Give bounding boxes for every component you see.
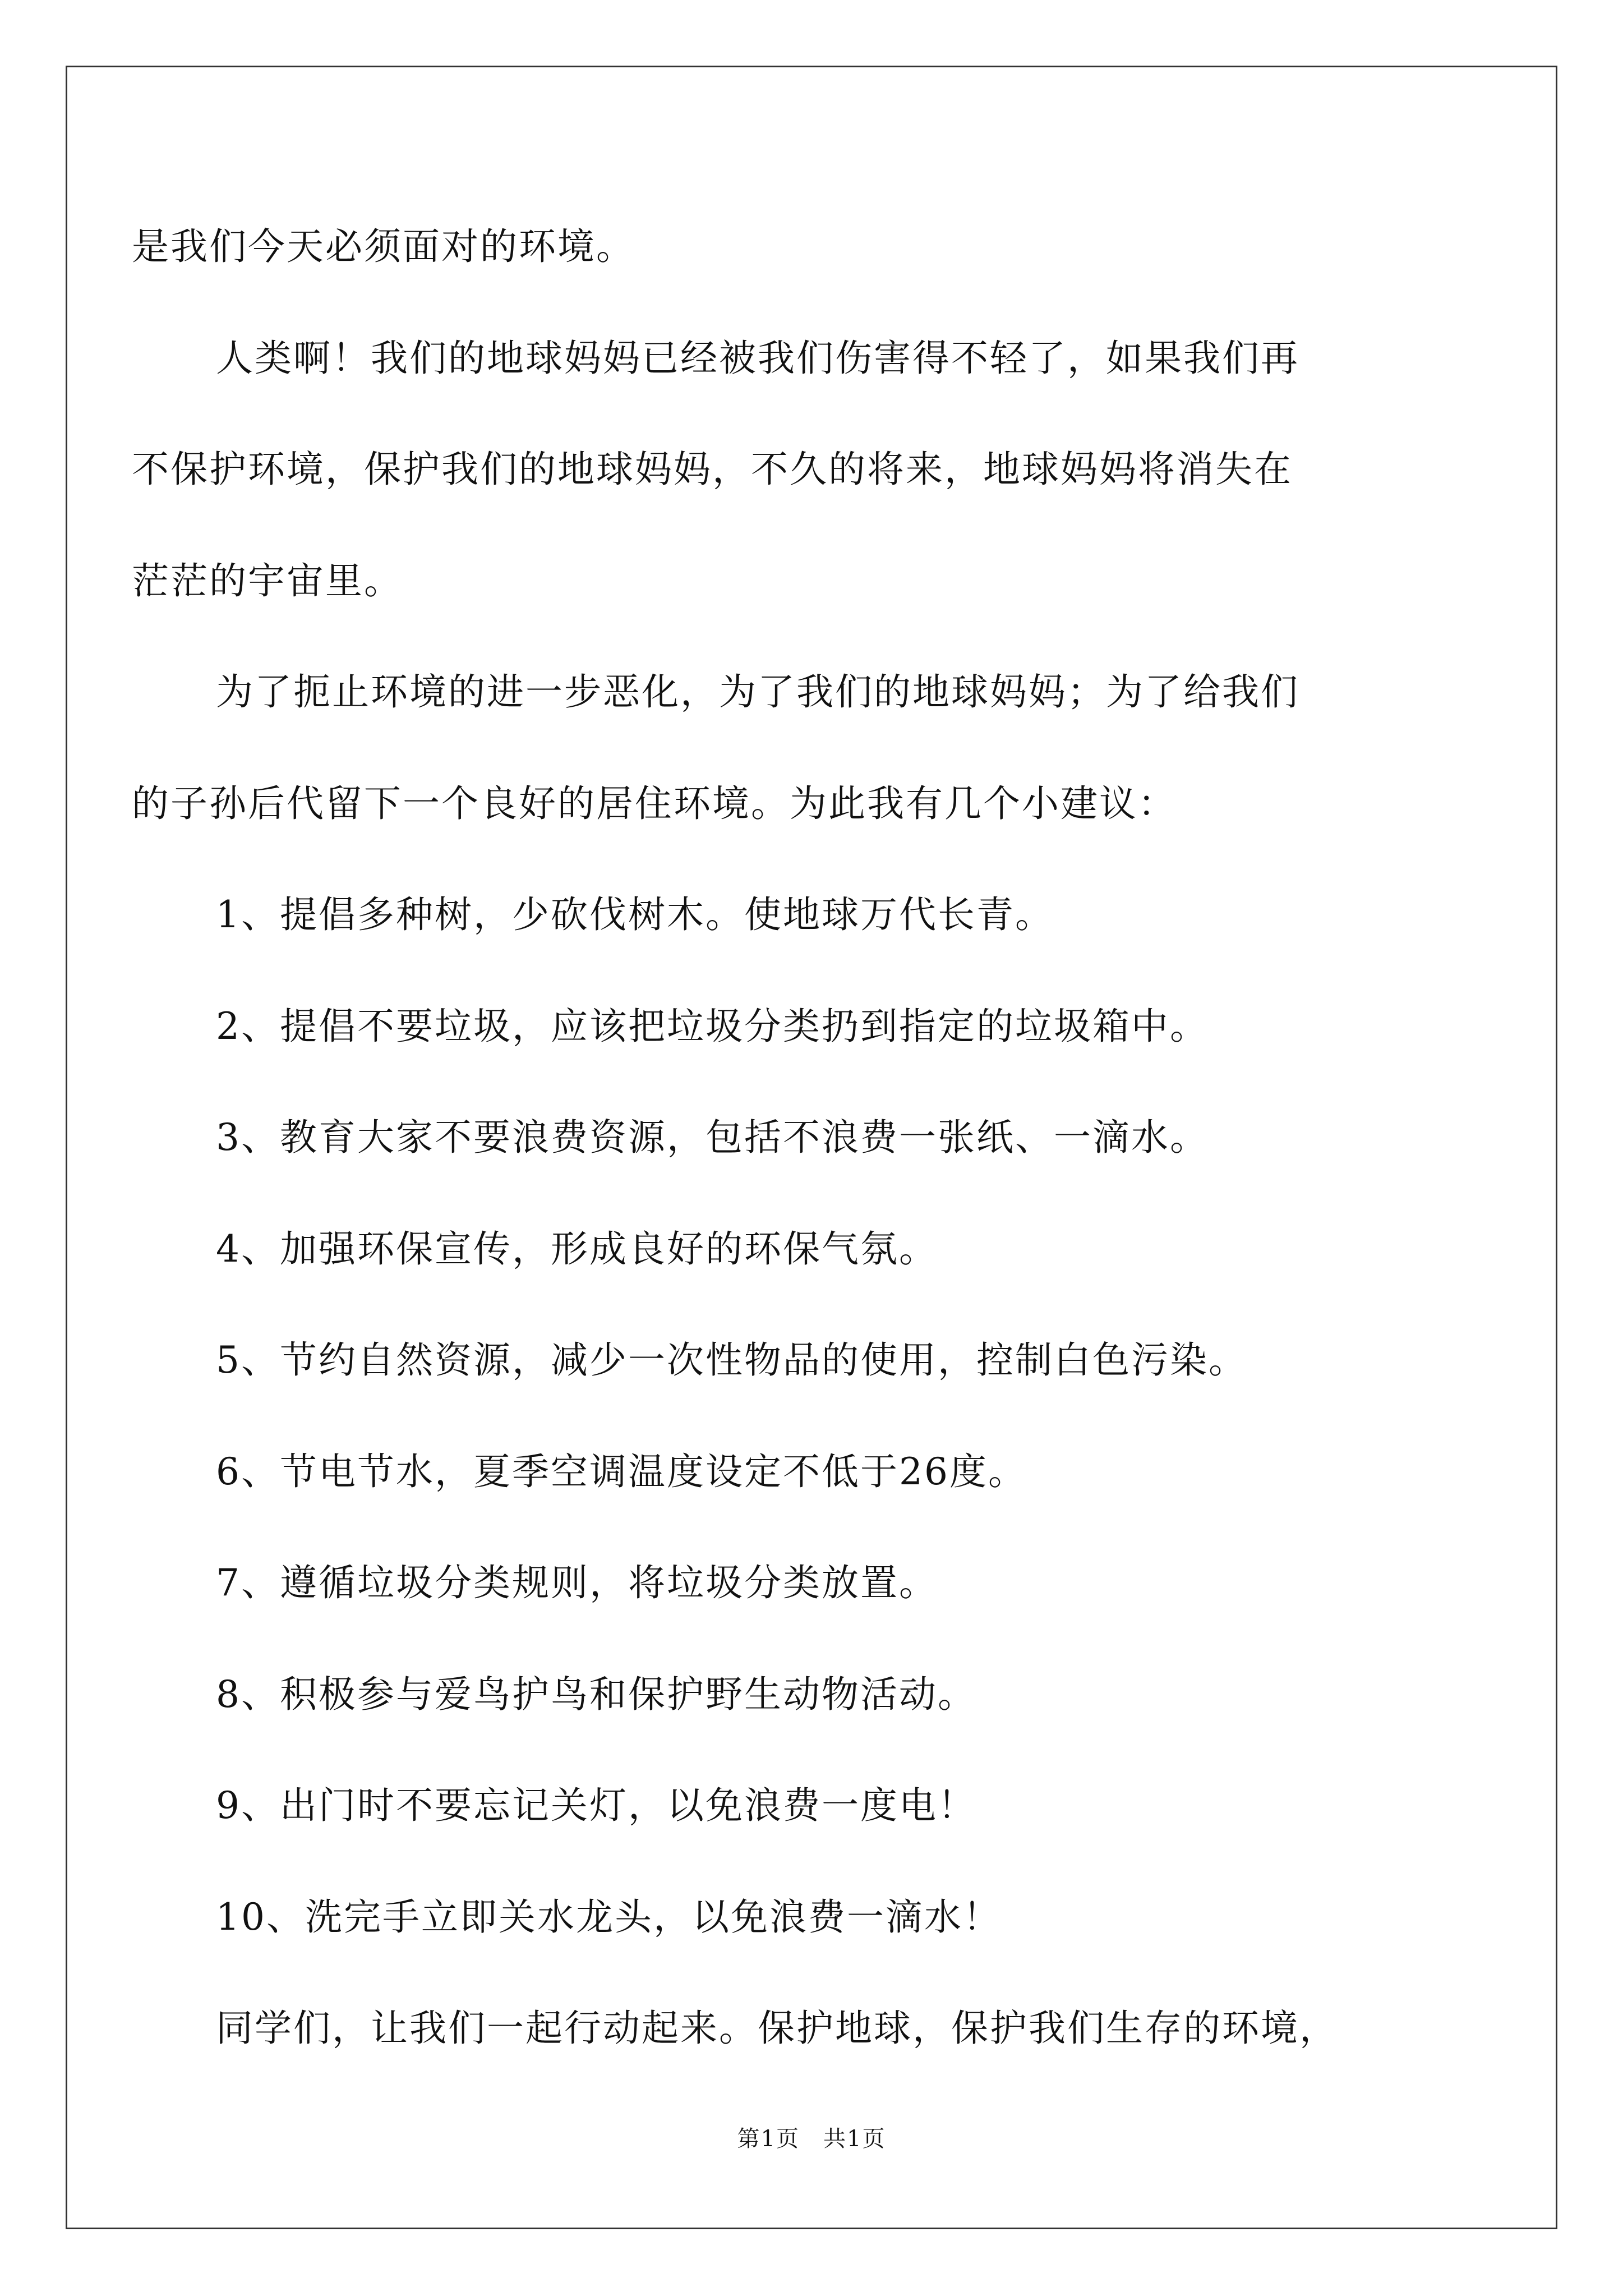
list-item-1: 1、提倡多种树，少砍伐树木。使地球万代长青。 <box>216 893 1054 936</box>
page-number-footer: 第1页 共1页 <box>737 2126 886 2152</box>
text-line-2: 人类啊！我们的地球妈妈已经被我们伤害得不轻了，如果我们再 <box>216 337 1299 380</box>
list-item-6: 6、节电节水，夏季空调温度设定不低于26度。 <box>216 1450 1027 1493</box>
text-line-5: 为了扼止环境的进一步恶化，为了我们的地球妈妈；为了给我们 <box>216 670 1299 714</box>
list-item-10: 10、洗完手立即关水龙头，以免浪费一滴水！ <box>216 1895 1002 1939</box>
list-item-4: 4、加强环保宣传，形成良好的环保气氛。 <box>216 1227 938 1271</box>
list-item-2: 2、提倡不要垃圾，应该把垃圾分类扔到指定的垃圾箱中。 <box>216 1005 1209 1048</box>
text-line-6: 的子孙后代留下一个良好的居住环境。为此我有几个小建议： <box>132 782 1177 825</box>
text-line-4: 茫茫的宇宙里。 <box>132 559 403 602</box>
list-item-8: 8、积极参与爱鸟护鸟和保护野生动物活动。 <box>216 1673 976 1716</box>
list-item-9: 9、出门时不要忘记关灯，以免浪费一度电！ <box>216 1784 976 1827</box>
list-item-7: 7、遵循垃圾分类规则，将垃圾分类放置。 <box>216 1561 938 1604</box>
text-line-1: 是我们今天必须面对的环境。 <box>132 225 635 268</box>
text-line-3: 不保护环境，保护我们的地球妈妈，不久的将来，地球妈妈将消失在 <box>132 448 1293 491</box>
list-item-5: 5、节约自然资源，减少一次性物品的使用，控制白色污染。 <box>216 1338 1247 1382</box>
list-item-3: 3、教育大家不要浪费资源，包括不浪费一张纸、一滴水。 <box>216 1116 1209 1159</box>
text-line-closing: 同学们，让我们一起行动起来。保护地球，保护我们生存的环境， <box>216 2007 1338 2050</box>
